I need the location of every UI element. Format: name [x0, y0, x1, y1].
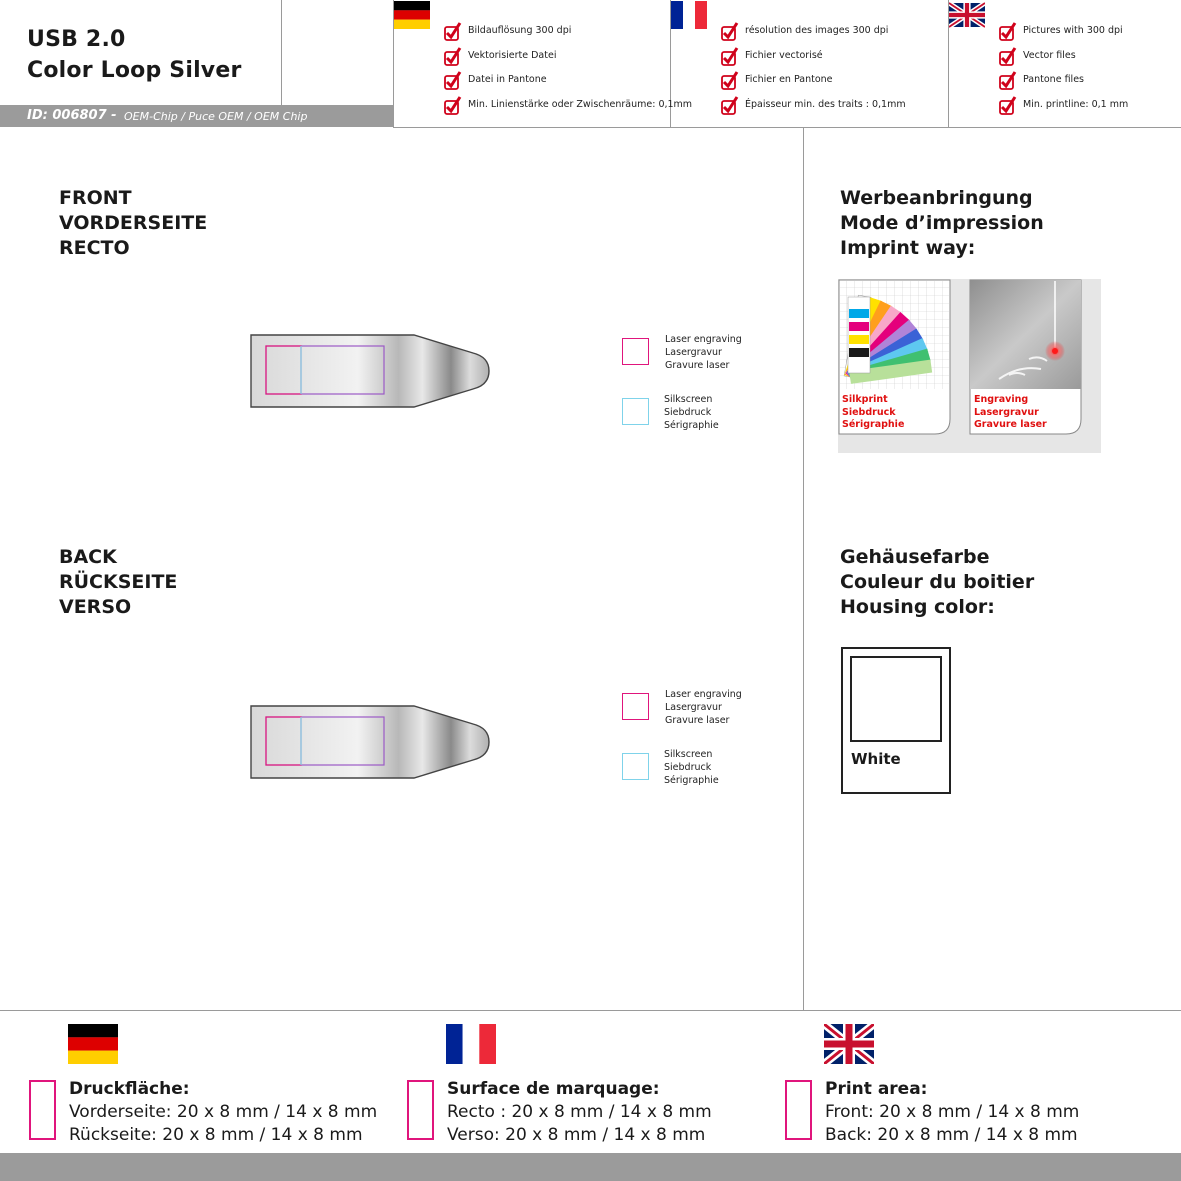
- requirement-text: Vektorisierte Datei: [468, 50, 557, 61]
- checkmark-icon: [999, 71, 1017, 91]
- bottom-bar: [0, 1153, 1181, 1181]
- print-area-front: Front: 20 x 8 mm / 14 x 8 mm: [825, 1102, 1080, 1122]
- legend-text: Laser engraving: [665, 334, 742, 345]
- print-area-back: Back: 20 x 8 mm / 14 x 8 mm: [825, 1125, 1078, 1145]
- imprint-heading-line: Werbeanbringung: [840, 187, 1033, 209]
- print-area-front: Recto : 20 x 8 mm / 14 x 8 mm: [447, 1102, 712, 1122]
- checkmark-icon: [721, 96, 739, 116]
- print-area-front: Vorderseite: 20 x 8 mm / 14 x 8 mm: [69, 1102, 378, 1122]
- imprint-label-line: Siebdruck: [842, 406, 896, 418]
- product-title-line1: USB 2.0: [27, 27, 126, 52]
- engraving-label: [974, 394, 1047, 432]
- imprint-heading-line: Imprint way:: [840, 237, 976, 259]
- laser-legend-swatch: [622, 338, 649, 365]
- requirement-text: Pictures with 300 dpi: [1023, 25, 1123, 36]
- checkmark-icon: [721, 71, 739, 91]
- imprint-label-line: Engraving: [974, 394, 1029, 405]
- legend-text: Gravure laser: [665, 360, 730, 371]
- requirement-text: Fichier en Pantone: [745, 74, 833, 85]
- product-title: [27, 24, 242, 86]
- legend-text: Sérigraphie: [664, 420, 719, 431]
- legend-text: Laser engraving: [665, 689, 742, 700]
- requirement-text: Épaisseur min. des traits : 0,1mm: [745, 99, 906, 110]
- flag-uk-icon: [824, 1024, 874, 1064]
- imprint-label-line: Silkprint: [842, 394, 888, 405]
- requirement-text: résolution des images 300 dpi: [745, 25, 889, 36]
- legend-text: Silkscreen: [664, 394, 713, 405]
- imprint-label-line: Sérigraphie: [842, 419, 905, 430]
- checkmark-icon: [444, 71, 462, 91]
- flag-france-icon: [446, 1024, 496, 1064]
- usb-front-drawing: [249, 333, 491, 409]
- legend-text: Lasergravur: [665, 347, 722, 358]
- legend-text: Siebdruck: [664, 762, 712, 773]
- header-divider: [281, 0, 282, 105]
- print-area-marker: [29, 1080, 56, 1140]
- silk-legend-swatch: [622, 753, 649, 780]
- back-heading-line: BACK: [59, 546, 117, 568]
- flag-uk-icon: [949, 1, 985, 29]
- product-id: ID: 006807 -: [27, 108, 117, 123]
- flag-germany-icon: [68, 1024, 118, 1064]
- silk-legend-swatch: [622, 398, 649, 425]
- print-area-heading: Print area:: [825, 1079, 928, 1099]
- back-heading-line: RÜCKSEITE: [59, 571, 178, 593]
- checkmark-icon: [999, 96, 1017, 116]
- checkmark-icon: [444, 47, 462, 67]
- chip-label: OEM-Chip / Puce OEM / OEM Chip: [124, 110, 308, 123]
- engraving-card: [969, 279, 1101, 453]
- imprint-label-line: Lasergravur: [974, 406, 1039, 418]
- requirement-text: Min. printline: 0,1 mm: [1023, 99, 1129, 110]
- product-id-bar: [0, 105, 393, 127]
- imprint-heading-line: Mode d’impression: [840, 212, 1044, 234]
- legend-text: Lasergravur: [665, 702, 722, 713]
- housing-heading-line: Gehäusefarbe: [840, 546, 990, 568]
- housing-color-card: [841, 647, 951, 794]
- flag-france-icon: [671, 1, 707, 29]
- print-area-marker: [785, 1080, 812, 1140]
- print-area-en: [825, 1078, 1079, 1147]
- product-title-line2: Color Loop Silver: [27, 58, 242, 83]
- front-heading-line: RECTO: [59, 237, 130, 259]
- print-area-heading: Surface de marquage:: [447, 1079, 660, 1099]
- checkmark-icon: [721, 47, 739, 67]
- laser-legend: [665, 333, 742, 372]
- back-heading-line: VERSO: [59, 596, 132, 618]
- back-heading: [59, 545, 177, 620]
- silk-legend: [664, 393, 719, 432]
- housing-color-swatch: [850, 656, 942, 742]
- requirement-text: Pantone files: [1023, 74, 1084, 85]
- legend-text: Siebdruck: [664, 407, 712, 418]
- laser-legend: [665, 688, 742, 727]
- silk-legend: [664, 748, 719, 787]
- checkmark-icon: [721, 22, 739, 42]
- print-area-back: Verso: 20 x 8 mm / 14 x 8 mm: [447, 1125, 706, 1145]
- front-heading: [59, 186, 207, 261]
- flag-germany-icon: [394, 1, 430, 29]
- requirement-text: Bildauflösung 300 dpi: [468, 25, 572, 36]
- legend-text: Sérigraphie: [664, 775, 719, 786]
- print-area-heading: Druckfläche:: [69, 1079, 190, 1099]
- header-divider: [393, 127, 1181, 128]
- requirement-text: Datei in Pantone: [468, 74, 547, 85]
- requirement-text: Fichier vectorisé: [745, 50, 823, 61]
- housing-heading-line: Couleur du boitier: [840, 571, 1035, 593]
- silkprint-label: [842, 394, 904, 432]
- checkmark-icon: [444, 96, 462, 116]
- imprint-label-line: Gravure laser: [974, 419, 1047, 430]
- print-area-fr: [447, 1078, 712, 1147]
- print-area-de: [69, 1078, 377, 1147]
- checkmark-icon: [999, 22, 1017, 42]
- checkmark-icon: [444, 22, 462, 42]
- print-area-marker: [407, 1080, 434, 1140]
- usb-back-drawing: [249, 704, 491, 780]
- checkmark-icon: [999, 47, 1017, 67]
- requirement-text: Vector files: [1023, 50, 1076, 61]
- imprint-heading: [840, 186, 1044, 261]
- housing-heading-line: Housing color:: [840, 596, 995, 618]
- footer-divider: [0, 1010, 1181, 1011]
- front-heading-line: VORDERSEITE: [59, 212, 208, 234]
- front-heading-line: FRONT: [59, 187, 132, 209]
- legend-text: Silkscreen: [664, 749, 713, 760]
- print-area-back: Rückseite: 20 x 8 mm / 14 x 8 mm: [69, 1125, 363, 1145]
- housing-color-name: White: [851, 750, 901, 768]
- main-divider: [803, 128, 804, 1010]
- housing-heading: [840, 545, 1034, 620]
- requirement-text: Min. Linienstärke oder Zwischenräume: 0,1mm: [468, 99, 693, 110]
- laser-legend-swatch: [622, 693, 649, 720]
- silkprint-card: [838, 279, 970, 453]
- legend-text: Gravure laser: [665, 715, 730, 726]
